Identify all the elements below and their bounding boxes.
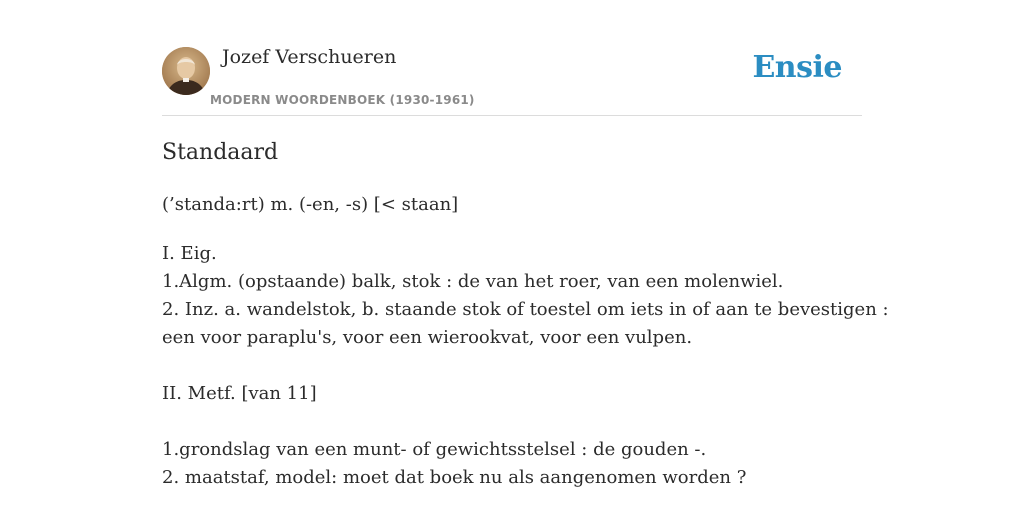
- brand-logo[interactable]: Ensie: [752, 50, 842, 85]
- entry-title: Standaard: [162, 140, 279, 165]
- entry-line: 2. Inz. a. wandelstok, b. staande stok of toestel om iets in of aan te bevestigen :: [162, 299, 889, 320]
- entry-line: [162, 352, 862, 380]
- entry-line: II. Metf. [van 11]: [162, 383, 317, 404]
- entry-line: 1.Algm. (opstaande) balk, stok : de van het roer, van een molenwiel.: [162, 271, 784, 292]
- author-avatar[interactable]: [162, 47, 210, 95]
- entry-line: 2. maatstaf, model: moet dat boek nu als aangenomen worden ?: [162, 467, 747, 488]
- entry-line: [162, 408, 862, 436]
- source-name[interactable]: MODERN WOORDENBOEK (1930-1961): [210, 93, 475, 107]
- entry-line: I. Eig.: [162, 243, 217, 264]
- entry-header: [162, 0, 862, 116]
- entry-body: [162, 240, 889, 492]
- entry-card: [162, 0, 889, 512]
- author-name[interactable]: Jozef Verschueren: [222, 46, 397, 68]
- entry-pronunciation: (’standa:rt) m. (-en, -s) [< staan]: [162, 194, 459, 215]
- entry-line: 1.grondslag van een munt- of gewichtsstelsel : de gouden -.: [162, 439, 707, 460]
- entry-line: een voor paraplu's, voor een wierookvat, voor een vulpen.: [162, 327, 693, 348]
